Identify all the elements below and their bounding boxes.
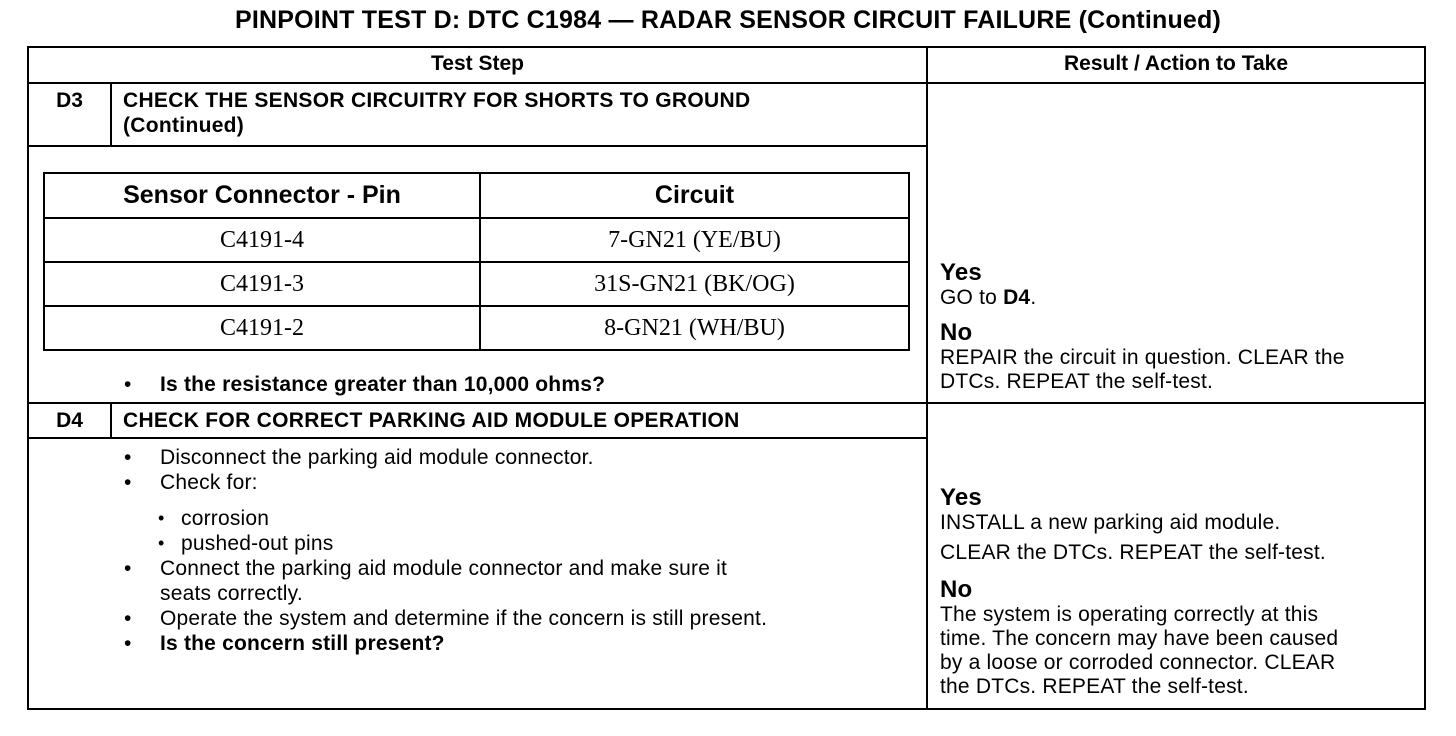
step-title-d3-line2: (Continued) bbox=[123, 114, 245, 137]
step-title-d3-line1: CHECK THE SENSOR CIRCUITRY FOR SHORTS TO GROUND bbox=[123, 89, 751, 112]
d4-question: Is the concern still present? bbox=[160, 632, 445, 655]
d3-yes-label: Yes bbox=[940, 259, 982, 286]
step-id-d3: D3 bbox=[56, 89, 83, 112]
bullet-icon: • bbox=[124, 632, 132, 655]
list-item bbox=[158, 506, 558, 531]
d3-yes-prefix: GO to bbox=[940, 286, 1004, 309]
circuit-cell: 7-GN21 (YE/BU) bbox=[480, 218, 909, 262]
d3-result bbox=[940, 260, 1424, 394]
step-id-d4: D4 bbox=[56, 409, 83, 432]
step-title-d3 bbox=[123, 88, 750, 138]
d4-no-line1: The system is operating correctly at this bbox=[940, 603, 1319, 626]
list-item bbox=[158, 531, 558, 556]
d4-yes-label: Yes bbox=[940, 484, 982, 511]
d3-no-label: No bbox=[940, 319, 973, 346]
step-title-d4: CHECK FOR CORRECT PARKING AID MODULE OPERATION bbox=[123, 409, 740, 432]
sensor-circuit-table bbox=[43, 172, 910, 351]
d4-bullet-3-line1: Connect the parking aid module connector and make sure it bbox=[160, 557, 728, 580]
list-item bbox=[124, 556, 904, 606]
d4-bullet-4: Operate the system and determine if the concern is still present. bbox=[160, 607, 768, 630]
d3-yes-action bbox=[940, 286, 1424, 310]
d4-id-divider bbox=[110, 404, 112, 438]
bullet-icon: • bbox=[124, 471, 132, 494]
d3-d4-divider bbox=[27, 402, 1426, 404]
header-test-step: Test Step bbox=[431, 52, 524, 75]
bullet-icon: • bbox=[158, 533, 165, 553]
d3-question: Is the resistance greater than 10,000 ohms? bbox=[160, 373, 606, 396]
list-item bbox=[124, 606, 904, 631]
d4-sub-2: pushed-out pins bbox=[181, 532, 334, 555]
d4-title-divider bbox=[27, 437, 926, 439]
d4-bullet-2: Check for: bbox=[160, 471, 258, 494]
bullet-icon: • bbox=[124, 446, 132, 469]
d4-result bbox=[940, 485, 1424, 699]
list-item bbox=[124, 631, 904, 656]
d4-yes-line1: INSTALL a new parking aid module. bbox=[940, 511, 1281, 534]
bullet-icon: • bbox=[124, 607, 132, 630]
circuit-cell: 8-GN21 (WH/BU) bbox=[480, 306, 909, 350]
table-row bbox=[44, 262, 909, 306]
bullet-icon: • bbox=[158, 508, 165, 528]
list-item bbox=[124, 470, 904, 495]
pin-cell: C4191-4 bbox=[44, 218, 480, 262]
d3-title-divider bbox=[27, 145, 926, 147]
d3-no-line1: REPAIR the circuit in question. CLEAR the bbox=[940, 346, 1345, 369]
d4-no-line2: time. The concern may have been caused bbox=[940, 627, 1339, 650]
bullet-icon: • bbox=[124, 373, 132, 396]
d4-sub-1: corrosion bbox=[181, 507, 270, 530]
pin-cell: C4191-3 bbox=[44, 262, 480, 306]
d3-no-line2: DTCs. REPEAT the self-test. bbox=[940, 370, 1214, 393]
table-row bbox=[44, 218, 909, 262]
pin-cell: C4191-2 bbox=[44, 306, 480, 350]
d3-id-divider bbox=[110, 84, 112, 146]
d4-yes-line2: CLEAR the DTCs. REPEAT the self-test. bbox=[940, 541, 1326, 564]
header-result: Result / Action to Take bbox=[1063, 52, 1289, 75]
d4-no-label: No bbox=[940, 576, 973, 603]
col-header-connector-pin: Sensor Connector - Pin bbox=[44, 173, 480, 218]
column-divider bbox=[926, 46, 928, 710]
d4-bullet-1: Disconnect the parking aid module connector. bbox=[160, 446, 594, 469]
bullet-icon: • bbox=[124, 557, 132, 580]
d4-no-line4: the DTCs. REPEAT the self-test. bbox=[940, 675, 1249, 698]
table-row bbox=[44, 306, 909, 350]
d4-no-line3: by a loose or corroded connector. CLEAR bbox=[940, 651, 1336, 674]
list-item bbox=[124, 445, 904, 470]
d3-yes-suffix: . bbox=[1030, 286, 1037, 309]
col-header-circuit: Circuit bbox=[480, 173, 909, 218]
header-divider bbox=[27, 82, 1426, 84]
d3-yes-target: D4 bbox=[1003, 286, 1031, 309]
d3-question-item bbox=[124, 372, 904, 397]
page-title: PINPOINT TEST D: DTC C1984 — RADAR SENSOR CIRCUIT FAILURE (Continued) bbox=[234, 6, 1222, 34]
circuit-cell: 31S-GN21 (BK/OG) bbox=[480, 262, 909, 306]
d4-bullet-3-line2: seats correctly. bbox=[160, 582, 303, 605]
